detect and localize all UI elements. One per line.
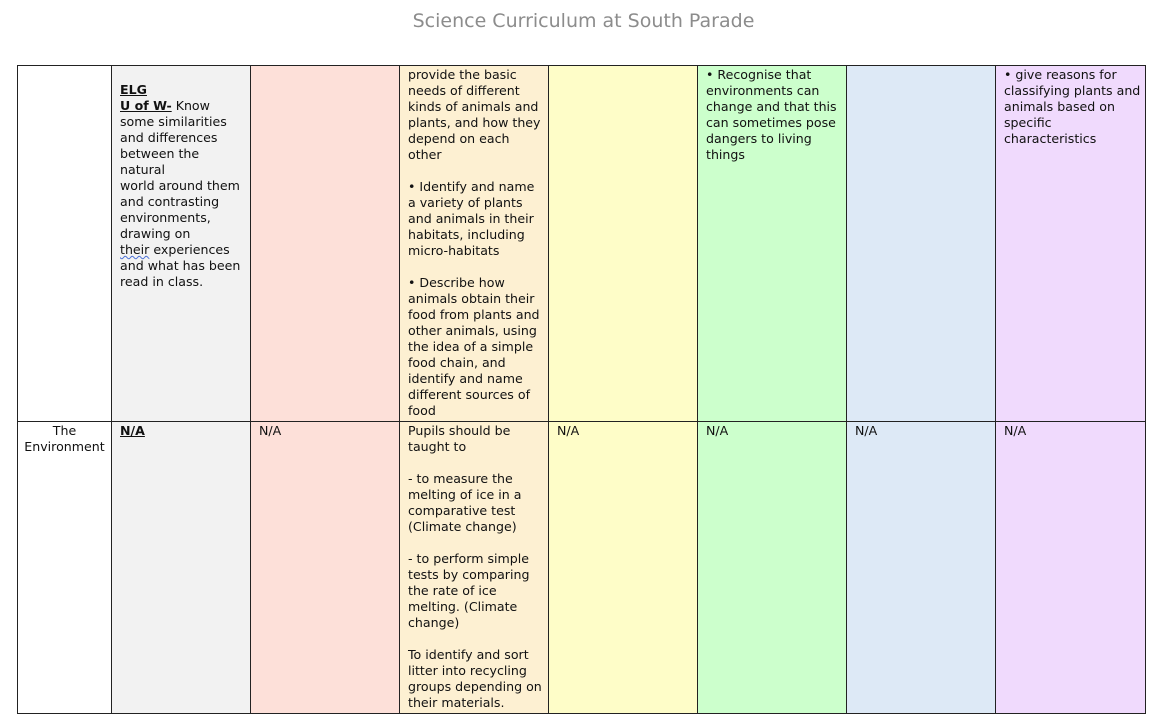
year5-cell xyxy=(847,66,996,422)
year1-cell: N/A xyxy=(251,422,400,714)
eyfs-line-rest: experiences xyxy=(149,242,230,257)
page-title: Science Curriculum at South Parade xyxy=(412,10,755,32)
spellcheck-word: their xyxy=(120,242,150,257)
eyfs-text xyxy=(120,98,246,178)
year3-cell xyxy=(549,66,698,422)
year2-paragraph: Pupils should be taught to xyxy=(408,423,511,454)
year5-cell: N/A xyxy=(847,422,996,714)
eyfs-inline-text: Know some similarities and differences between the natural xyxy=(120,98,227,177)
year4-paragraph: • Recognise that environments can change and that this can sometimes pose dangers to living things xyxy=(706,67,837,162)
year4-cell: N/A xyxy=(698,422,847,714)
uw-label: U of W- xyxy=(120,98,172,113)
year2-paragraph: • Identify and name a variety of plants and animals in their habitats, including micro-habitats xyxy=(408,179,535,258)
year2-paragraph: - to perform simple tests by comparing the rate of ice melting. (Climate change) xyxy=(408,551,530,630)
eyfs-line xyxy=(120,242,246,258)
year2-paragraph: - to measure the melting of ice in a comparative test (Climate change) xyxy=(408,471,522,534)
year6-paragraph: • give reasons for classifying plants and animals based on specific characteristics xyxy=(1004,67,1141,146)
year4-cell xyxy=(698,66,847,422)
eyfs-line: world around them xyxy=(120,178,240,193)
elg-heading: ELG xyxy=(120,82,147,97)
eyfs-na: N/A xyxy=(120,423,145,438)
eyfs-cell xyxy=(112,66,251,422)
table-row xyxy=(18,66,1146,422)
table-row xyxy=(18,422,1146,714)
year2-cell xyxy=(400,422,549,714)
eyfs-cell xyxy=(112,422,251,714)
topic-cell: The Environment xyxy=(18,422,112,714)
year2-paragraph: • Describe how animals obtain their food from plants and other animals, using the idea of a simple food chain, and identify and name different sources of food xyxy=(408,275,540,418)
topic-cell xyxy=(18,66,112,422)
eyfs-line: environments, xyxy=(120,210,211,225)
eyfs-line: and what has been read in class. xyxy=(120,258,241,289)
year6-cell: N/A xyxy=(996,422,1146,714)
eyfs-line: drawing on xyxy=(120,226,191,241)
eyfs-line: and contrasting xyxy=(120,194,220,209)
year2-paragraph: To identify and sort litter into recycling groups depending on their materials. xyxy=(408,647,542,710)
year3-cell: N/A xyxy=(549,422,698,714)
year1-cell xyxy=(251,66,400,422)
year6-cell xyxy=(996,66,1146,422)
year2-paragraph: provide the basic needs of different kinds of animals and plants, and how they depend on each other xyxy=(408,67,541,162)
curriculum-table xyxy=(17,65,1146,714)
year2-cell xyxy=(400,66,549,422)
